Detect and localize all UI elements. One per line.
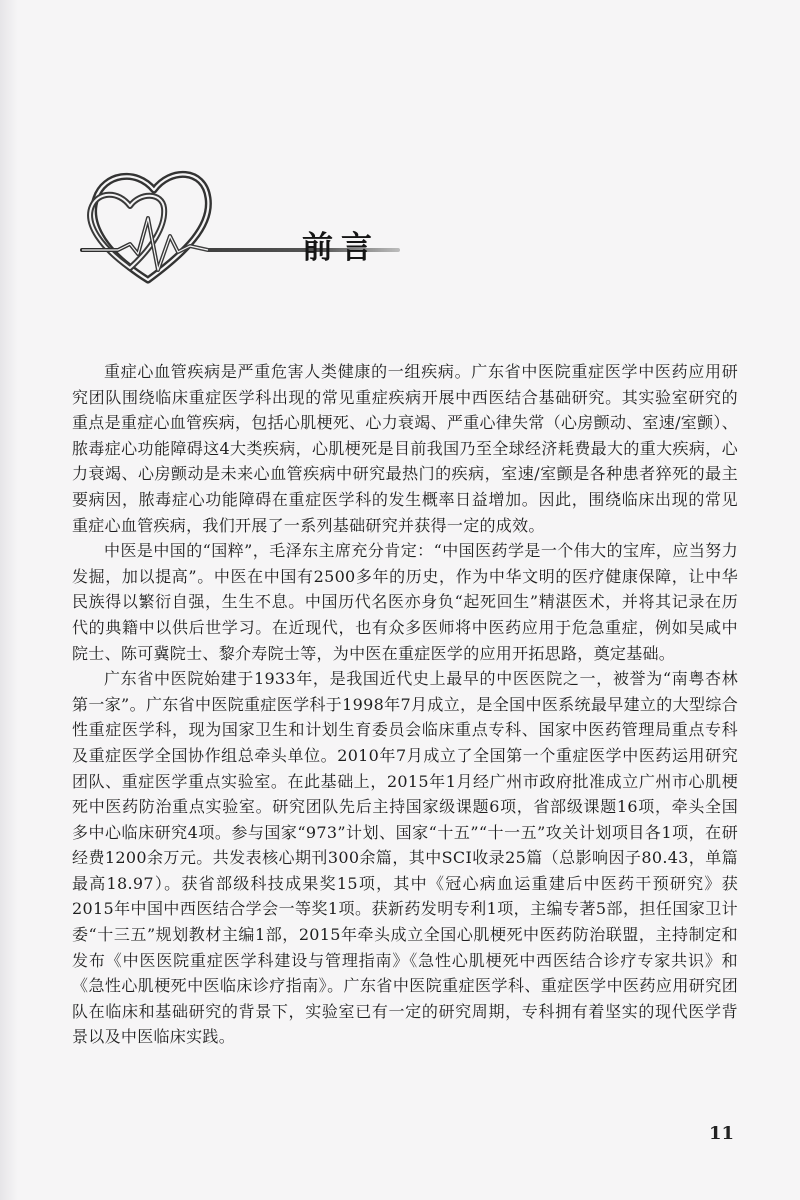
body-text [72, 359, 738, 1050]
paragraph: 重症心血管疾病是严重危害人类健康的一组疾病。广东省中医院重症医学中医药应用研究团队围绕临床重症医学科出现的常见重症疾病开展中西医结合基础研究。其实验室研究的重点是重症心血管疾病，包括心肌梗死、心力衰竭、严重心律失常（心房颤动、室速/室颤）、脓毒症心功能障碍这4大类疾病，心肌梗死是目前我国乃至全球经济耗费最大的重大疾病，心力衰竭、心房颤动是未来心血管疾病中研究最热门的疾病，室速/室颤是各种患者猝死的最主要病因，脓毒症心功能障碍在重症医学科的发生概率日益增加。因此，围绕临床出现的常见重症心血管疾病，我们开展了一系列基础研究并获得一定的成效。 [72, 362, 738, 535]
page-title: 前言 [302, 230, 380, 266]
paragraph: 广东省中医院始建于1933年，是我国近代史上最早的中医医院之一，被誉为“南粤杏林第一家”。广东省中医院重症医学科于1998年7月成立，是全国中医系统最早建立的大型综合性重症医学科，现为国家卫生和计划生育委员会临床重点专科、国家中医药管理局重点专科及重症医学全国协作组总牵头单位。2010年7月成立了全国第一个重症医学中医药运用研究团队、重症医学重点实验室。在此基础上，2015年1月经广州市政府批准成立广州市心肌梗死中医药防治重点实验室。研究团队先后主持国家级课题6项，省部级课题16项，牵头全国多中心临床研究4项。参与国家“973”计划、国家“十五”“十一五”攻关计划项目各1项，在研经费1200余万元。共发表核心期刊300余篇，其中SCI收录25篇（总影响因子80.43，单篇最高18.97）。获省部级科技成果奖15项，其中《冠心病血运重建后中医药干预研究》获2015年中国中西医结合学会一等奖1项。获新药发明专利1项，主编专著5部，担任国家卫计委“十三五”规划教材主编1部，2015年牵头成立全国心肌梗死中医药防治联盟，主持制定和发布《中医医院重症医学科建设与管理指南》《急性心肌梗死中西医结合诊疗专家共识》和《急性心肌梗死中医临床诊疗指南》。广东省中医院重症医学科、重症医学中医药应用研究团队在临床和基础研究的背景下，实验室已有一定的研究周期，专科拥有着坚实的现代医学背景以及中医临床实践。 [72, 669, 738, 1047]
page-edge-shadow [0, 0, 18, 1200]
page-number: 11 [708, 1123, 734, 1144]
paragraph: 中医是中国的“国粹”，毛泽东主席充分肯定：“中国医药学是一个伟大的宝库，应当努力发掘，加以提高”。中医在中国有2500多年的历史，作为中华文明的医疗健康保障，让中华民族得以繁衍自强，生生不息。中国历代名医亦身负“起死回生”精湛医术，并将其记录在历代的典籍中以供后世学习。在近现代，也有众多医师将中医药应用于危急重症，例如吴咸中院士、陈可冀院士、黎介寿院士等，为中医在重症医学的应用开拓思路，奠定基础。 [72, 541, 738, 663]
